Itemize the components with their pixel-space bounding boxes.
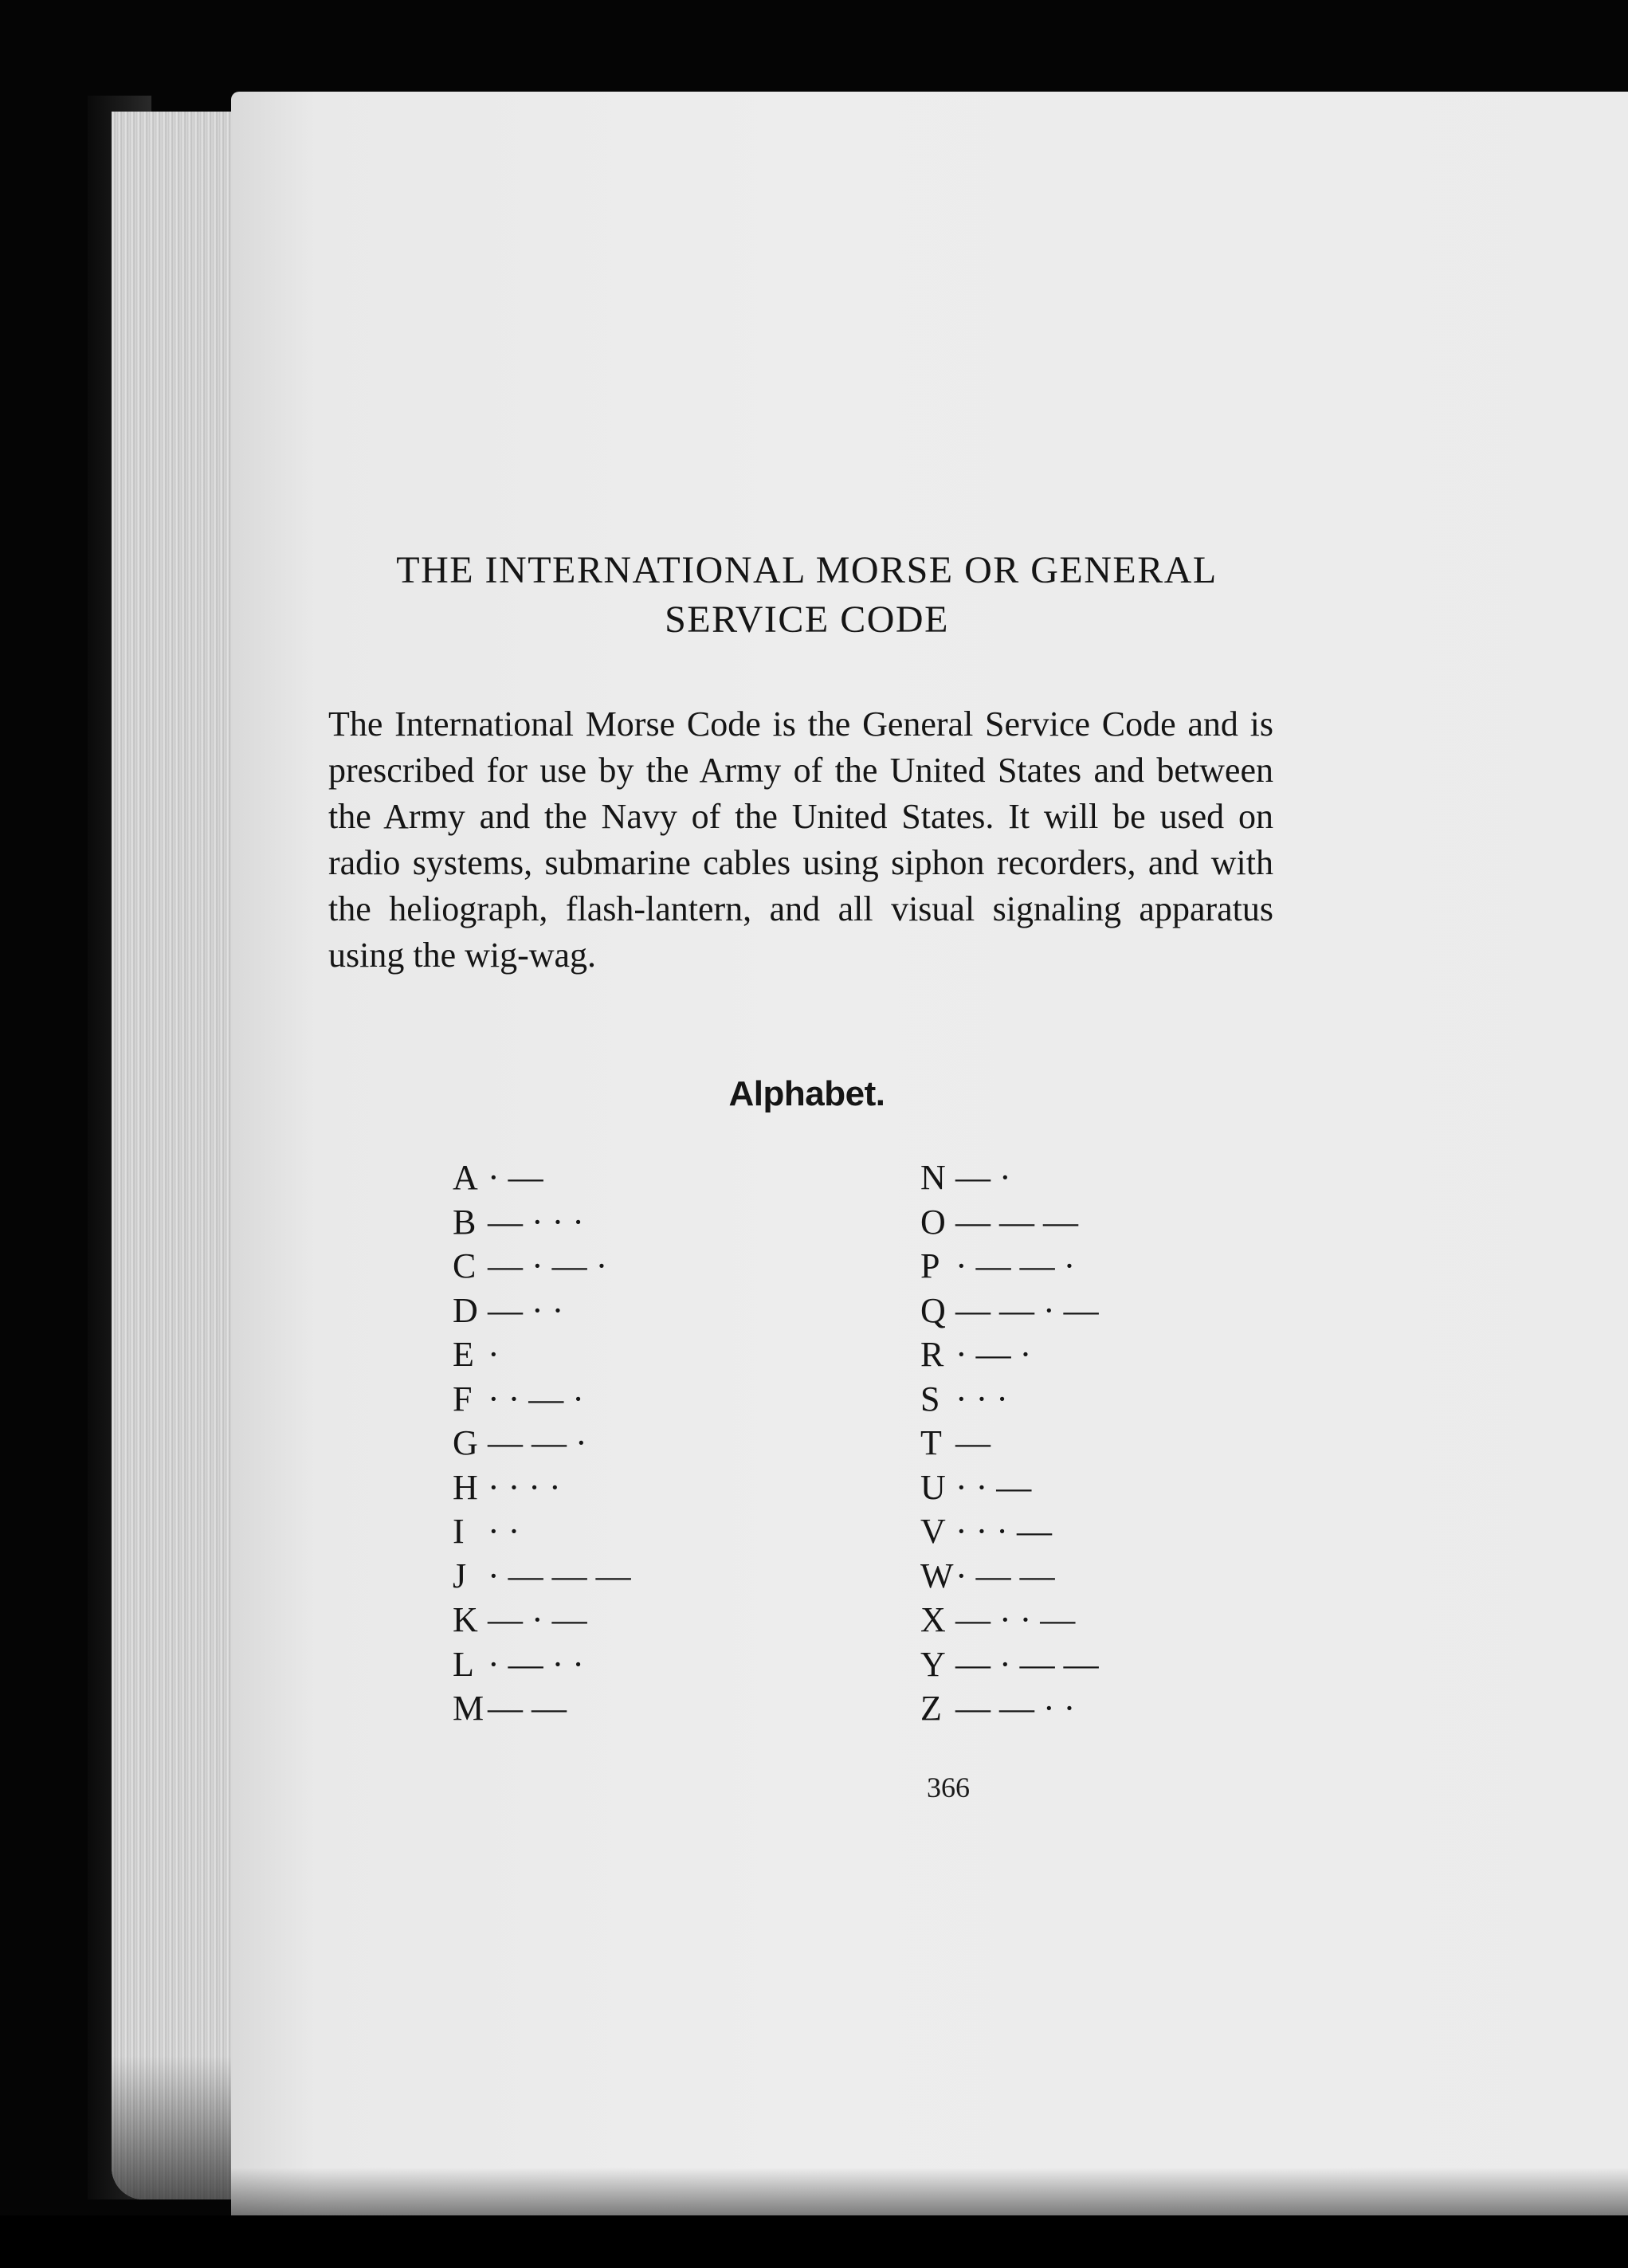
morse-code: — — — xyxy=(955,1202,1078,1242)
book-page xyxy=(231,92,1628,2215)
morse-letter: C xyxy=(453,1246,477,1285)
morse-code: — · — — xyxy=(955,1644,1099,1684)
morse-code: · — · · xyxy=(488,1644,584,1684)
morse-letter: X xyxy=(920,1600,946,1639)
title-line-1: THE INTERNATIONAL MORSE OR GENERAL xyxy=(396,549,1218,591)
morse-code: · — xyxy=(488,1158,543,1197)
morse-letter: N xyxy=(920,1158,946,1197)
morse-letter: B xyxy=(453,1202,477,1242)
background-shadow xyxy=(0,2215,1628,2268)
morse-code-entry xyxy=(920,1686,1099,1731)
morse-letter: M xyxy=(453,1689,484,1728)
morse-code-entry xyxy=(453,1377,631,1422)
morse-code-entry xyxy=(920,1554,1099,1599)
morse-code-entry xyxy=(920,1377,1099,1422)
morse-letter: D xyxy=(453,1290,478,1330)
morse-code: — · · · xyxy=(488,1202,584,1242)
morse-code-entry xyxy=(453,1200,631,1245)
morse-code-entry xyxy=(453,1244,631,1289)
morse-letter: I xyxy=(453,1512,465,1551)
body-paragraph: The International Morse Code is the General Service Code and is prescribed for use by the Army of the United States and between the Army and the Navy of the United States. It will be used on radio systems, submarine cables using siphon recorders, and with the heliograph, flash-lantern, and all visual signaling apparatus using the wig-wag. xyxy=(328,704,1273,975)
morse-code-entry xyxy=(453,1289,631,1333)
morse-code: — · · — xyxy=(955,1600,1076,1639)
morse-code-entry xyxy=(920,1200,1099,1245)
morse-code-entry xyxy=(453,1642,631,1687)
morse-code-entry xyxy=(920,1509,1099,1554)
title-line-2: SERVICE CODE xyxy=(665,598,949,641)
morse-code: · — — — xyxy=(488,1556,631,1595)
morse-code-entry xyxy=(453,1598,631,1642)
page-title xyxy=(315,546,1299,645)
morse-letter: K xyxy=(453,1600,478,1639)
morse-code: · · · xyxy=(955,1379,1008,1418)
morse-letter: Z xyxy=(920,1689,942,1728)
morse-letter: R xyxy=(920,1335,944,1374)
morse-code-entry xyxy=(920,1244,1099,1289)
morse-code-entry xyxy=(920,1156,1099,1200)
morse-code: · — — xyxy=(955,1556,1055,1595)
morse-code-entry xyxy=(453,1466,631,1510)
morse-letter: Y xyxy=(920,1644,946,1684)
morse-code-entry xyxy=(453,1421,631,1466)
morse-code: · · · — xyxy=(955,1512,1052,1551)
morse-code: — — · — xyxy=(955,1290,1099,1330)
morse-letter: V xyxy=(920,1512,946,1551)
morse-code: · · — · xyxy=(488,1379,584,1418)
morse-code-entry xyxy=(453,1156,631,1200)
alphabet-column-left xyxy=(453,1156,631,1731)
morse-letter: A xyxy=(453,1158,478,1197)
page-number: 366 xyxy=(927,1772,970,1803)
morse-code-entry xyxy=(920,1332,1099,1377)
morse-letter: Q xyxy=(920,1290,946,1330)
morse-code: · — — · xyxy=(955,1246,1076,1285)
morse-code-entry xyxy=(453,1554,631,1599)
morse-letter: G xyxy=(453,1423,478,1462)
morse-code-entry xyxy=(453,1332,631,1377)
morse-letter: T xyxy=(920,1423,942,1462)
morse-letter: W xyxy=(920,1556,954,1595)
morse-code: — — xyxy=(488,1689,567,1728)
morse-letter: S xyxy=(920,1379,940,1418)
morse-letter: H xyxy=(453,1467,478,1507)
morse-code: — · — xyxy=(488,1600,587,1639)
alphabet-column-right xyxy=(920,1156,1099,1731)
morse-code: · · xyxy=(488,1512,520,1551)
morse-code: · · — xyxy=(955,1467,1032,1507)
morse-code-entry xyxy=(920,1421,1099,1466)
morse-code: · · · · xyxy=(488,1467,561,1507)
morse-letter: F xyxy=(453,1379,473,1418)
morse-letter: L xyxy=(453,1644,474,1684)
morse-letter: O xyxy=(920,1202,946,1242)
morse-code-entry xyxy=(453,1686,631,1731)
morse-letter: U xyxy=(920,1467,946,1507)
morse-code-entry xyxy=(453,1509,631,1554)
morse-letter: E xyxy=(453,1335,474,1374)
morse-code: · — · xyxy=(955,1335,1032,1374)
morse-code: · xyxy=(488,1335,500,1374)
morse-letter: P xyxy=(920,1246,940,1285)
morse-code-entry xyxy=(920,1598,1099,1642)
morse-code: — xyxy=(955,1423,991,1462)
morse-code-entry xyxy=(920,1642,1099,1687)
morse-code: — · xyxy=(955,1158,1011,1197)
morse-code: — · · xyxy=(488,1290,564,1330)
morse-code: — — · xyxy=(488,1423,587,1462)
morse-code: — · — · xyxy=(488,1246,608,1285)
morse-letter: J xyxy=(453,1556,467,1595)
morse-code-entry xyxy=(920,1289,1099,1333)
morse-code-entry xyxy=(920,1466,1099,1510)
morse-code: — — · · xyxy=(955,1689,1076,1728)
alphabet-heading: Alphabet. xyxy=(728,1074,885,1113)
